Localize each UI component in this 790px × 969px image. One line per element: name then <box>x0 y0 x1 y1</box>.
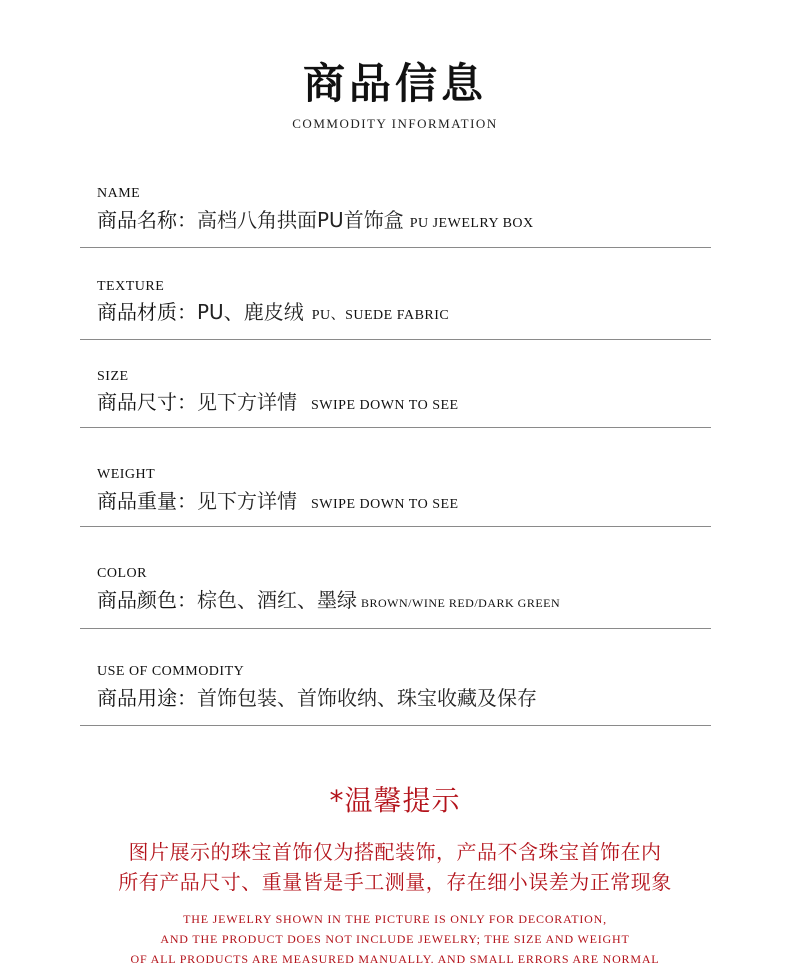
row-value: PU、鹿皮绒 <box>197 300 304 324</box>
row-key: 商品用途： <box>97 686 197 710</box>
row-value-en: SWIPE DOWN TO SEE <box>311 398 459 413</box>
page-title: 商品信息 <box>302 59 487 108</box>
row-label-en: USE OF COMMODITY <box>97 664 245 679</box>
row-content <box>97 584 560 613</box>
row-value: 见下方详情 <box>197 489 297 513</box>
notice-section <box>0 783 790 969</box>
info-row-weight <box>80 428 711 527</box>
info-row-color <box>80 527 711 629</box>
notice-en-line: OF ALL PRODUCTS ARE MEASURED MANUALLY. AND SMALL ERRORS ARE NORMAL <box>130 952 660 966</box>
row-content <box>97 296 449 325</box>
row-content <box>97 485 459 514</box>
row-label-en: WEIGHT <box>97 467 156 482</box>
row-value-en: BROWN/WINE RED/DARK GREEN <box>361 596 561 610</box>
row-value: 高档八角拱面PU首饰盒 <box>197 208 404 232</box>
row-key: 商品重量： <box>97 489 197 513</box>
notice-en-line: AND THE PRODUCT DOES NOT INCLUDE JEWELRY; THE SIZE AND WEIGHT <box>160 932 630 946</box>
info-row-use <box>80 629 711 726</box>
row-key: 商品材质： <box>97 300 197 324</box>
row-label-en: COLOR <box>97 566 147 581</box>
row-value: 首饰包装、首饰收纳、珠宝收藏及保存 <box>197 686 537 710</box>
row-label-en: NAME <box>97 186 141 201</box>
row-key: 商品颜色： <box>97 588 197 612</box>
row-value-en: SWIPE DOWN TO SEE <box>311 497 459 512</box>
row-value-en: PU、SUEDE FABRIC <box>311 308 450 323</box>
row-label-en: TEXTURE <box>97 279 165 294</box>
info-table <box>80 180 711 726</box>
info-row-texture <box>80 248 711 340</box>
page-subtitle: COMMODITY INFORMATION <box>292 116 498 131</box>
row-value: 见下方详情 <box>197 390 297 414</box>
notice-en-line: THE JEWELRY SHOWN IN THE PICTURE IS ONLY FOR DECORATION, <box>183 912 607 926</box>
info-row-size <box>80 340 711 428</box>
row-content <box>97 386 459 415</box>
notice-cn-line: 所有产品尺寸、重量皆是手工测量，存在细小误差为正常现象 <box>118 870 672 894</box>
page-header <box>0 58 790 132</box>
row-key: 商品名称： <box>97 208 197 232</box>
info-row-name <box>80 180 711 248</box>
row-value-en: PU JEWELRY BOX <box>409 216 534 231</box>
notice-cn-line: 图片展示的珠宝首饰仅为搭配装饰，产品不含珠宝首饰在内 <box>128 840 662 864</box>
row-value: 棕色、酒红、墨绿 <box>197 588 357 612</box>
row-key: 商品尺寸： <box>97 390 197 414</box>
row-content <box>97 682 537 711</box>
notice-title: *温馨提示 <box>329 784 461 817</box>
row-content <box>97 204 534 233</box>
row-label-en: SIZE <box>97 369 129 384</box>
